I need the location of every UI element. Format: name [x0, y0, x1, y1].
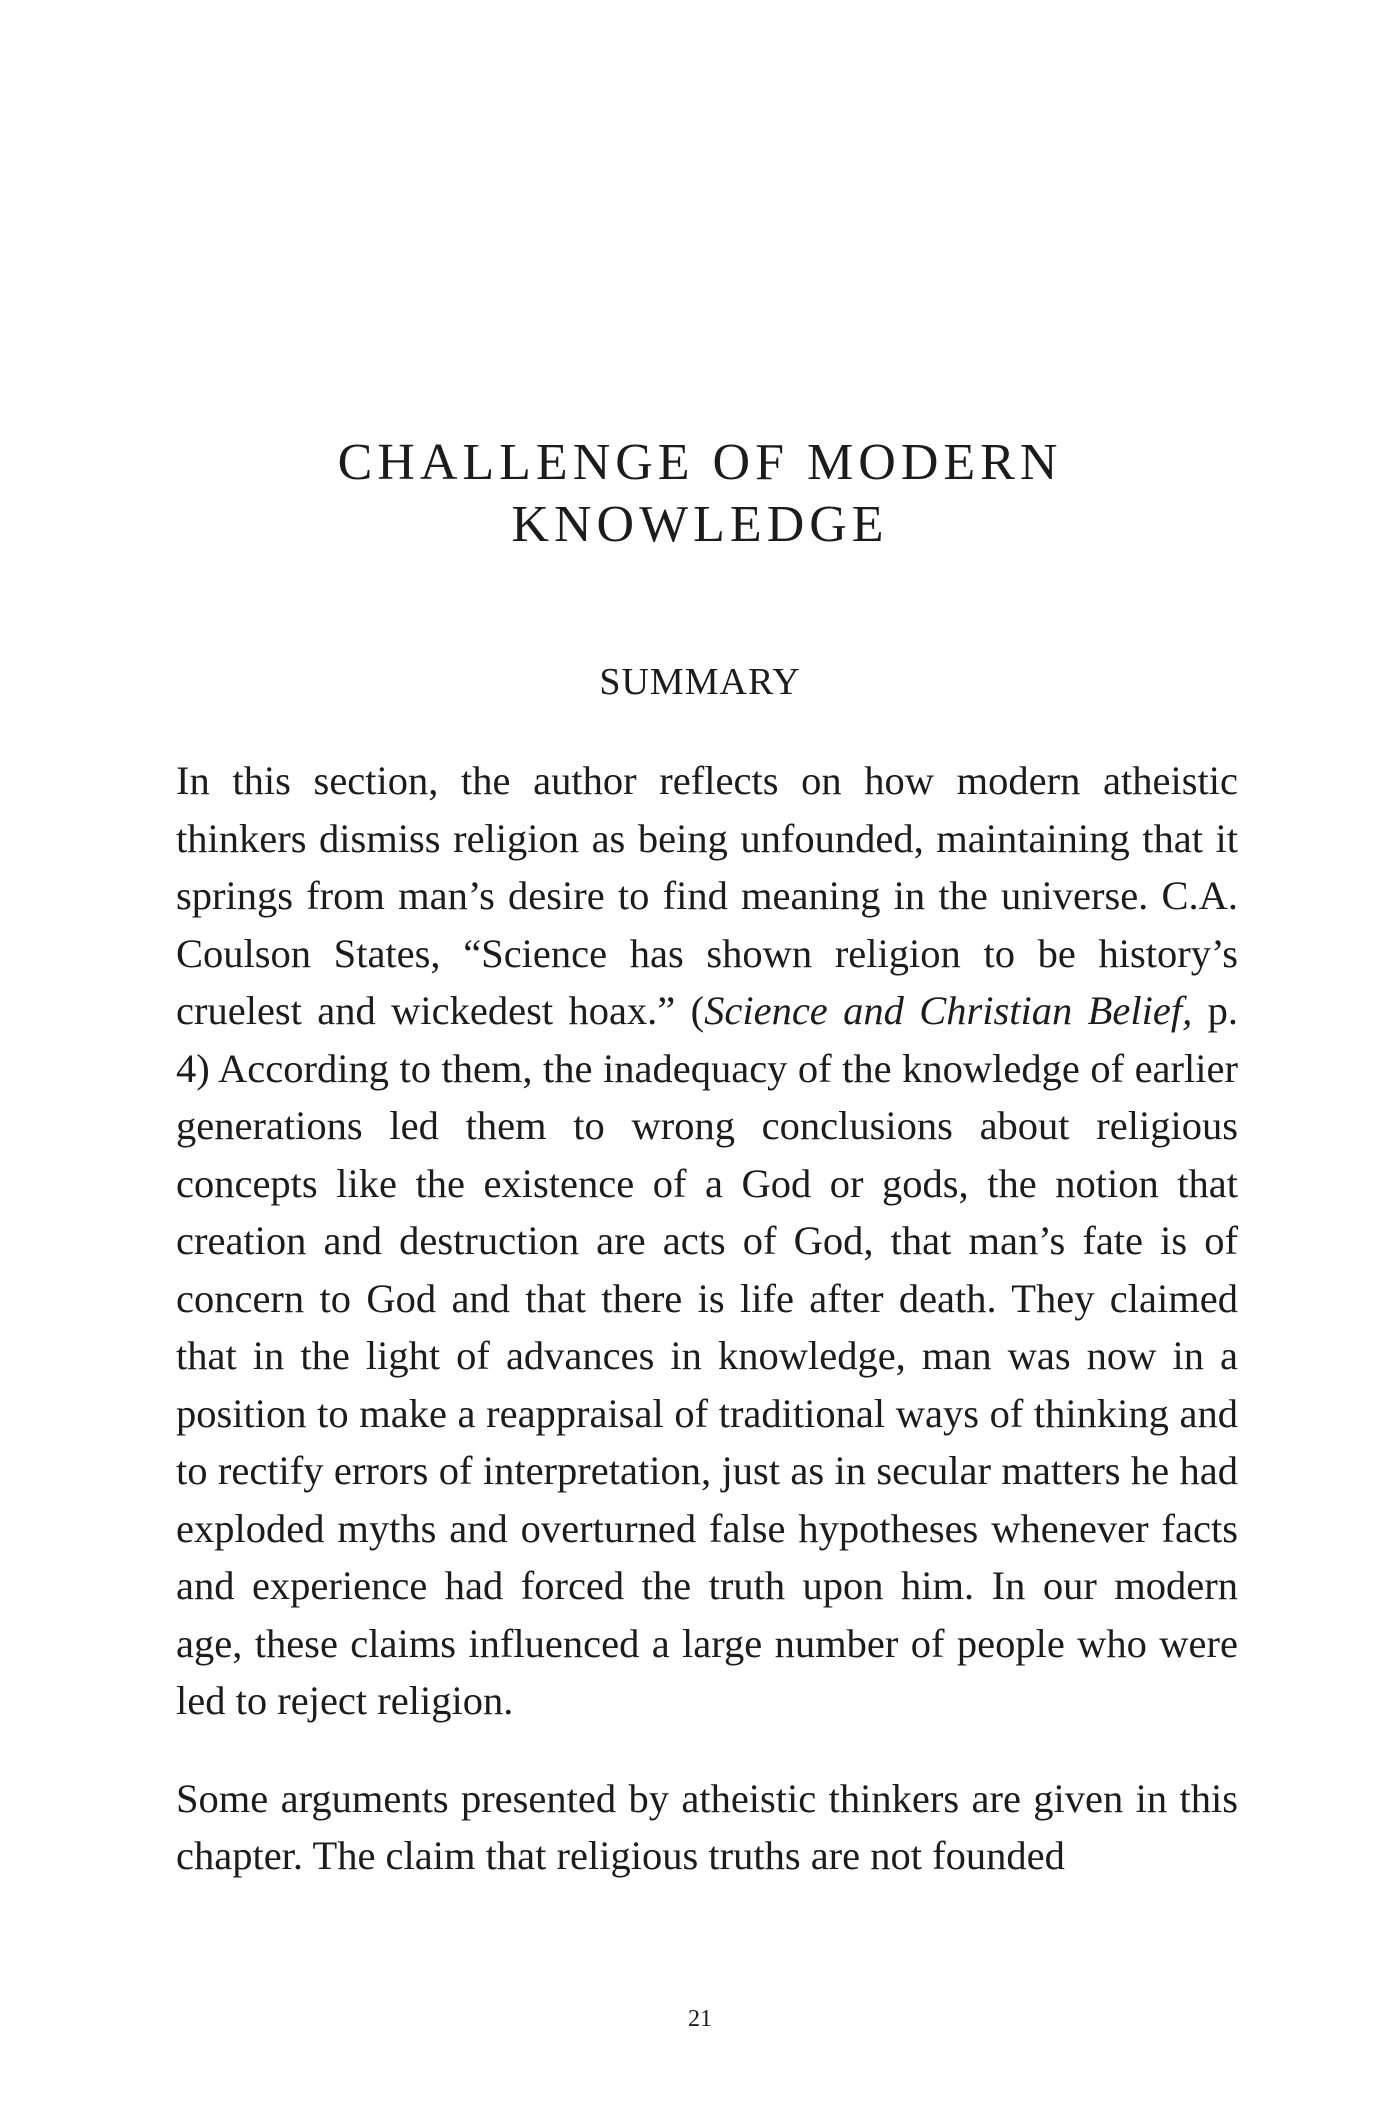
paragraph-summary: [176, 752, 1238, 1730]
paragraph-summary-text-end: p. 4) According to them, the inadequacy of the knowledge of earlier generations led them to wrong conclusions about religious concepts like the existence of a God or gods, the notion that creation and destruction are acts of God, that man’s fate is of concern to God and that there is life after death. They claimed that in the light of advances in knowledge, man was now in a position to make a reappraisal of traditional ways of thinking and to rectify errors of interpretation, just as in secular matters he had exploded myths and overturned false hypotheses whenever facts and experience had forced the truth upon him. In our modern age, these claims influenced a large number of people who were led to reject religion.: [176, 988, 1238, 1723]
page-number: 21: [688, 2006, 712, 2032]
chapter-title-line-2: KNOWLEDGE: [511, 496, 889, 553]
section-heading: SUMMARY: [599, 661, 801, 703]
chapter-title: [0, 432, 1400, 556]
body-text: [176, 752, 1238, 1925]
paragraph-summary-text-start: In this section, the author reflects on how modern atheistic thinkers dismiss religion as being unfounded, maintaining that it springs from man’s desire to find meaning in the universe. C.A. Coulson States, “Science has shown religion to be history’s cruelest and wickedest hoax.” (: [176, 758, 1238, 1033]
paragraph-arguments: Some arguments presented by atheistic thinkers are given in this chapter. The claim that religious truths are not founded: [176, 1775, 1238, 1878]
book-citation-title: Science and Christian Belief,: [704, 988, 1193, 1033]
chapter-title-line-1: CHALLENGE OF MODERN: [337, 434, 1063, 491]
